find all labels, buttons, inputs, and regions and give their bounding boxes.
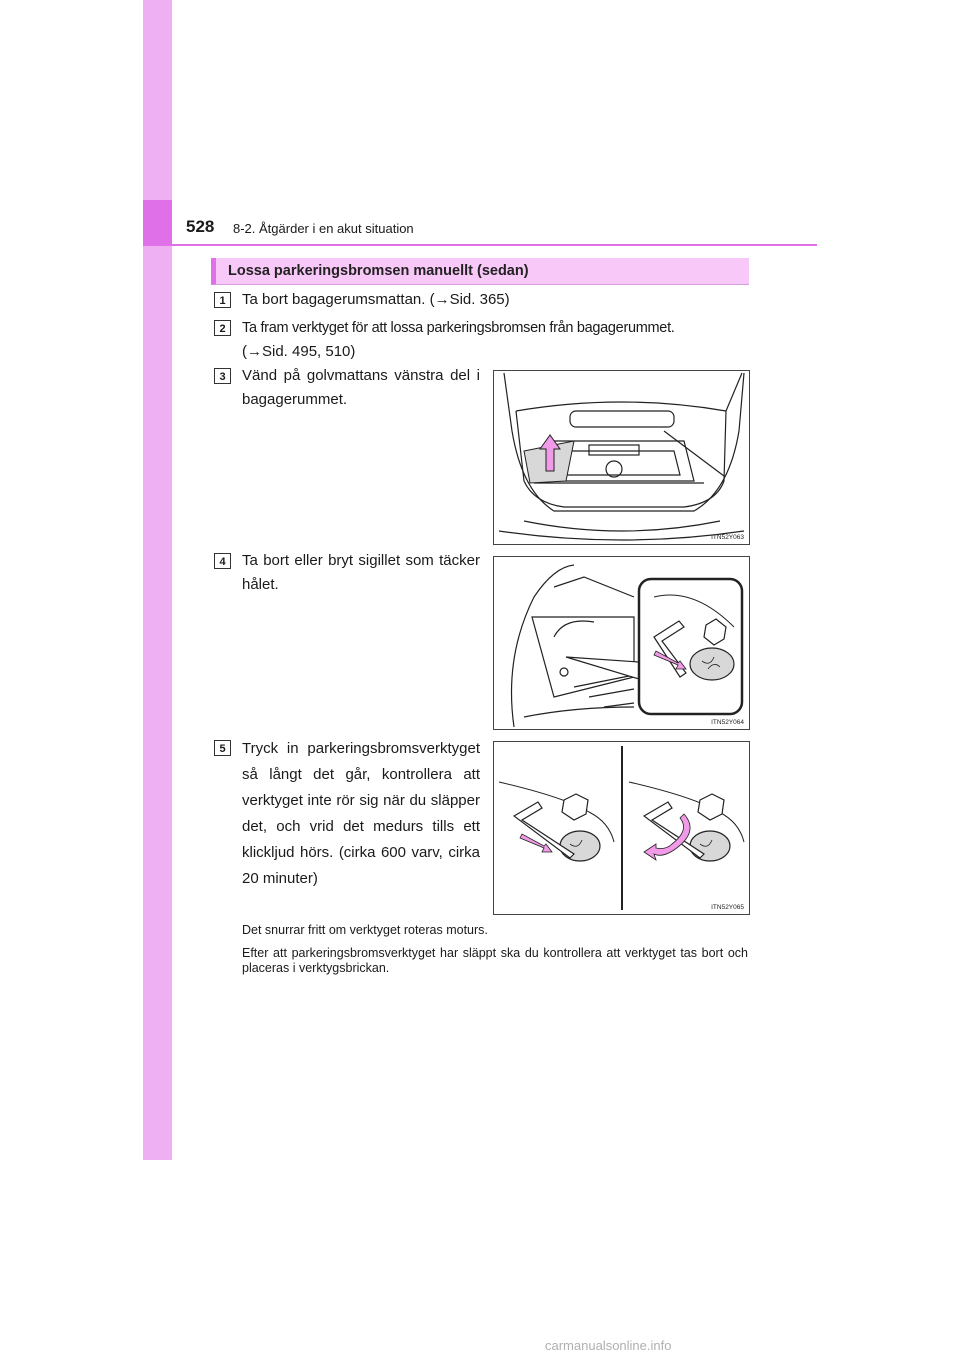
header-rule bbox=[143, 244, 817, 246]
rotate-illustration bbox=[494, 742, 749, 914]
step-text-2: Ta fram verktyget för att lossa parkeringsbromsen från bagagerummet. bbox=[242, 320, 675, 336]
figure-code-1: ITN52Y063 bbox=[711, 534, 744, 541]
step-number-2: 2 bbox=[214, 320, 231, 336]
watermark: carmanualsonline.info bbox=[545, 1338, 672, 1353]
page-number: 528 bbox=[186, 217, 215, 236]
figure-insert-rotate bbox=[493, 741, 750, 915]
step-text-4: Ta bort eller bryt sigillet som täcker hålet. bbox=[242, 552, 480, 593]
section-heading bbox=[211, 258, 749, 285]
note-counterclockwise: Det snurrar fritt om verktyget roteras moturs. bbox=[242, 923, 488, 937]
section-title: Lossa parkeringsbromsen manuellt (sedan) bbox=[228, 263, 529, 279]
figure-seal-hole bbox=[493, 556, 750, 730]
step-number-5: 5 bbox=[214, 740, 231, 756]
step-text-3: Vänd på golvmattans vänstra del i bagagerummet. bbox=[242, 367, 480, 408]
step-text-2-ref: (→Sid. 495, 510) bbox=[242, 343, 356, 360]
figure-code-2: ITN52Y064 bbox=[711, 719, 744, 726]
step-text-1: Ta bort bagagerumsmattan. (→Sid. 365) bbox=[242, 291, 510, 308]
step-number-3: 3 bbox=[214, 368, 231, 384]
step-number-1: 1 bbox=[214, 292, 231, 308]
step-text-5: Tryck in parkeringsbromsverktyget så långt det går, kontrollera att verktyget inte rör sig när du släpper det, och vrid det medurs tills ett klickljud hörs. (cirka 600 varv, cirka 20 minuter) bbox=[242, 740, 480, 887]
figure-code-3: ITN52Y065 bbox=[711, 904, 744, 911]
trunk-illustration bbox=[494, 371, 749, 544]
figure-trunk-floor bbox=[493, 370, 750, 545]
seal-illustration bbox=[494, 557, 749, 729]
chapter-sidebar bbox=[143, 0, 172, 1160]
note-remove-tool: Efter att parkeringsbromsverktyget har släppt ska du kontrollera att verktyget tas bort och placeras i verktygsbrickan. bbox=[242, 946, 748, 975]
chapter-tab bbox=[143, 200, 172, 244]
step-number-4: 4 bbox=[214, 553, 231, 569]
chapter-title: 8-2. Åtgärder i en akut situation bbox=[233, 221, 414, 236]
